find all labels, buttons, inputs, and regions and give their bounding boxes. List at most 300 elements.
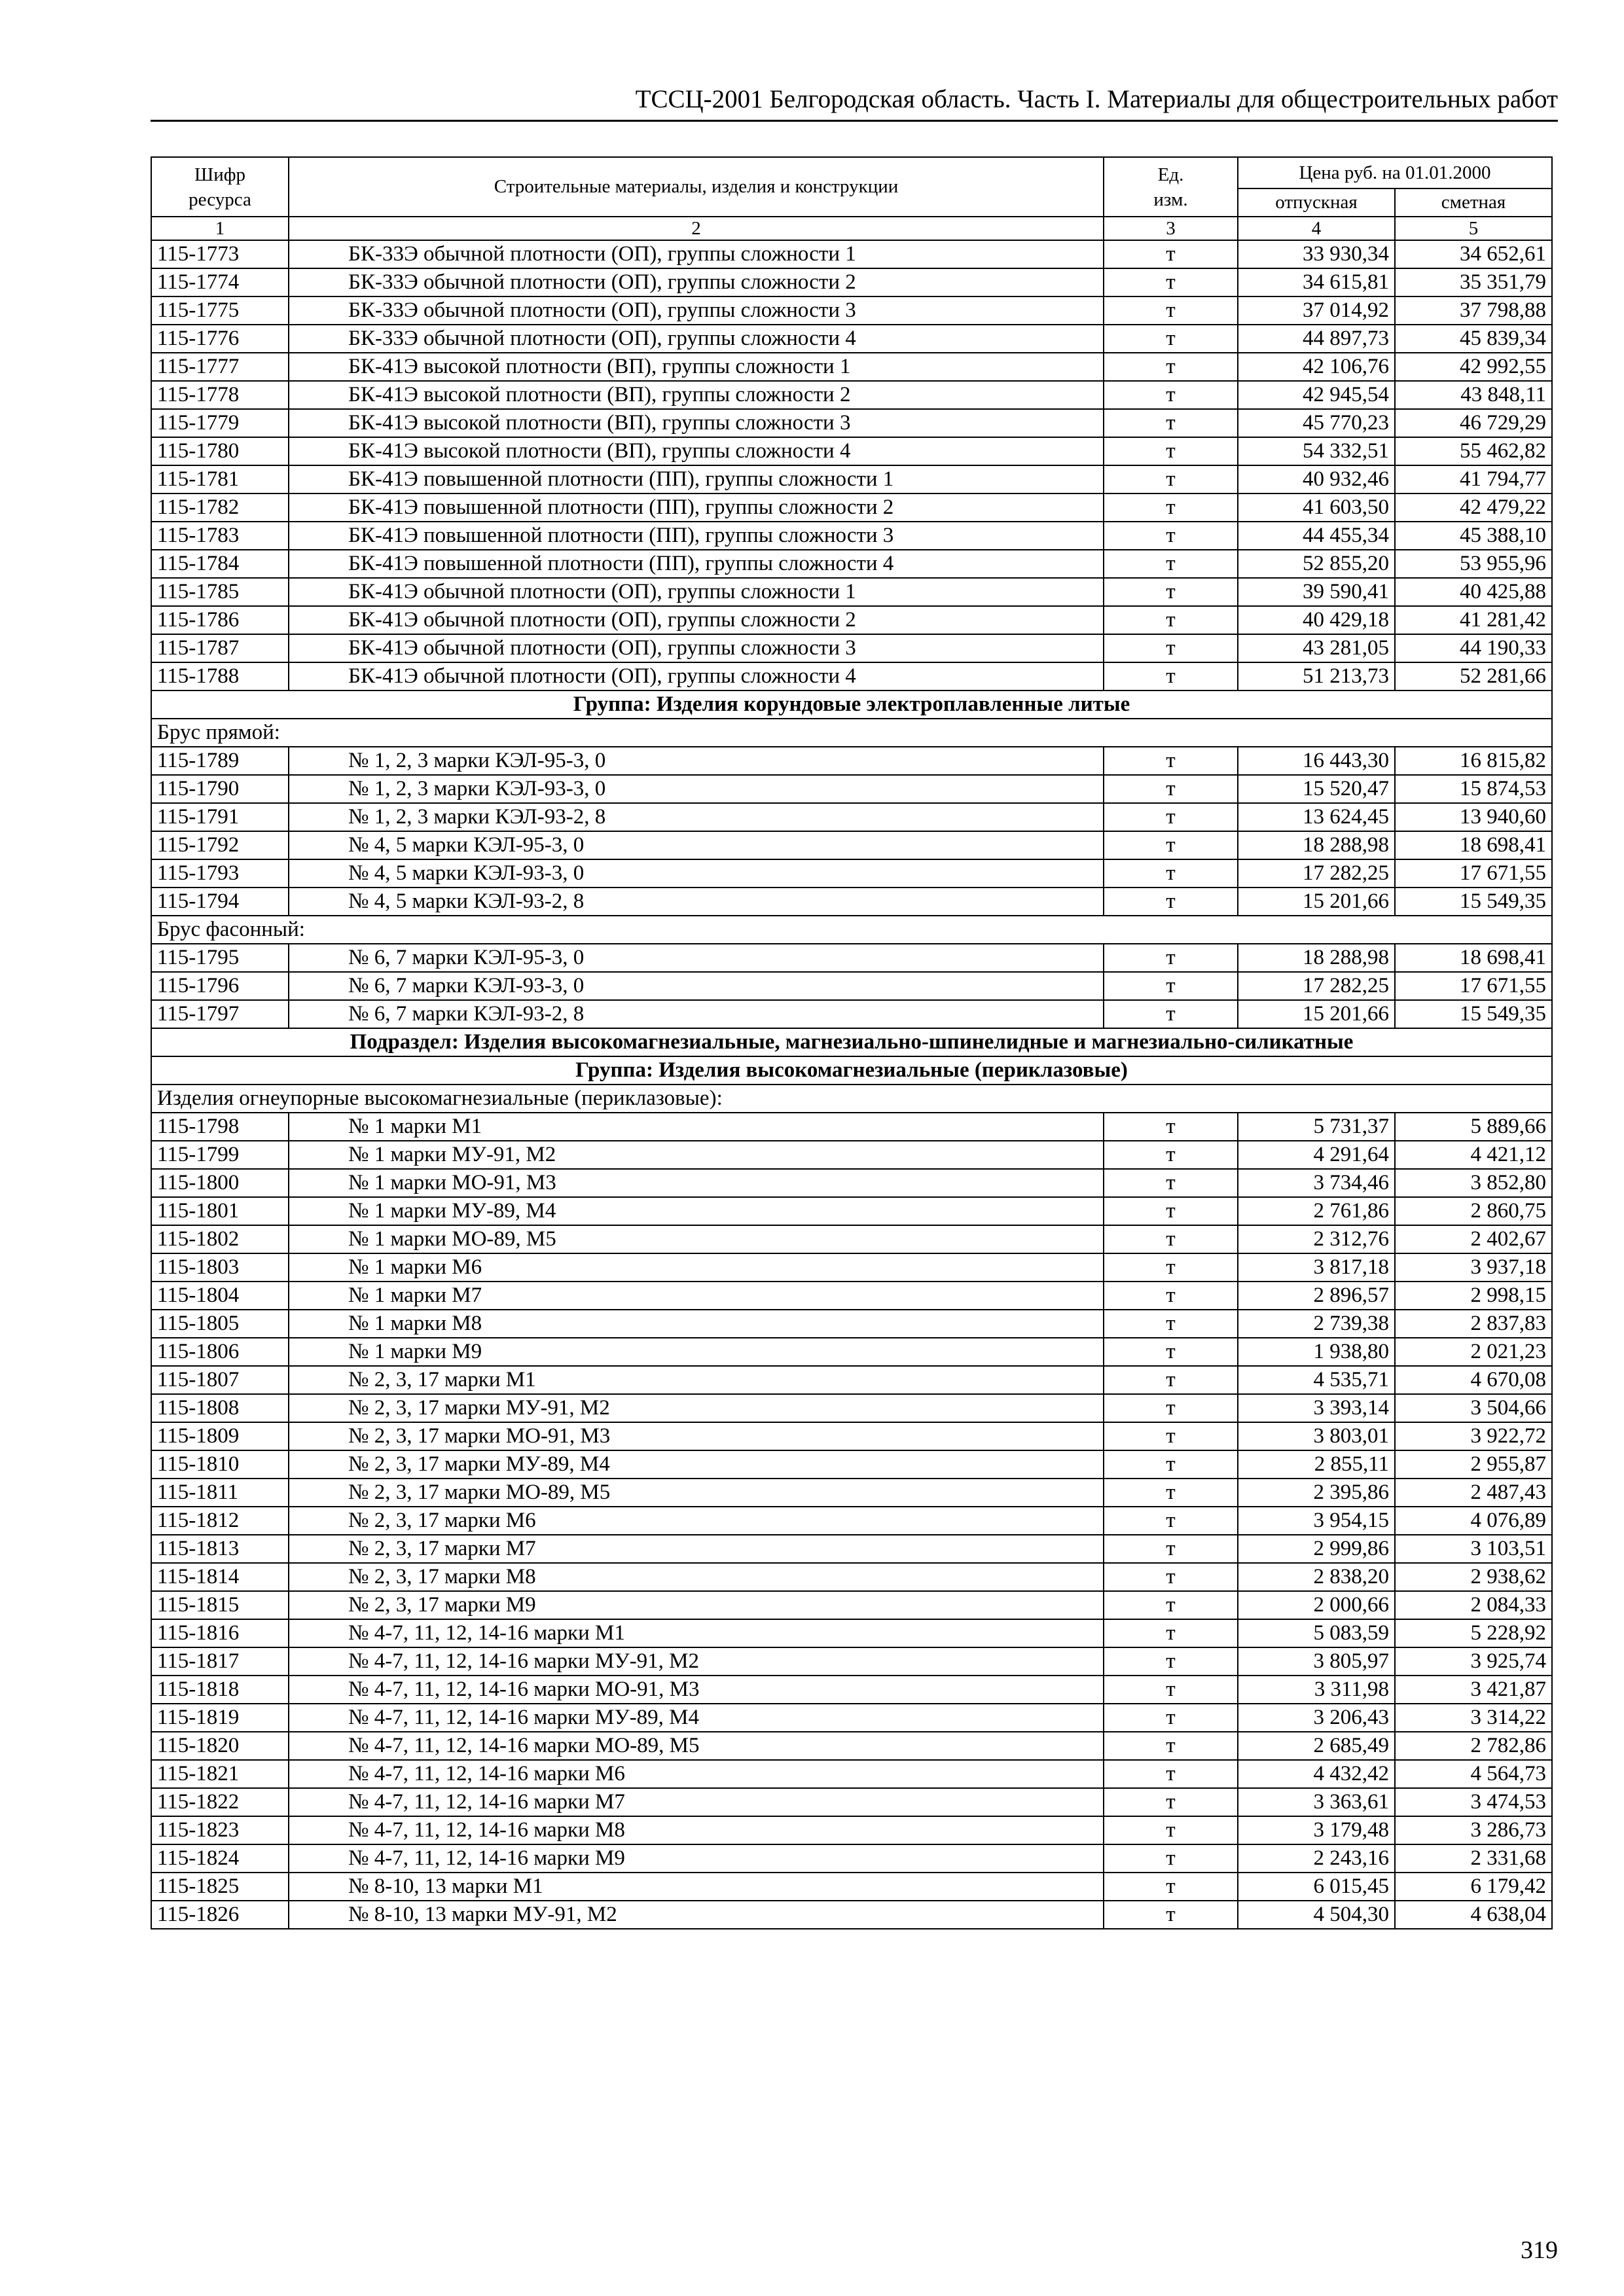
subgroup-heading: Брус прямой:: [151, 719, 1552, 747]
table-row: [151, 1901, 1552, 1929]
resource-code-cell: 115-1802: [151, 1225, 289, 1253]
table-row: [151, 550, 1552, 578]
table-row: [151, 747, 1552, 775]
unit-cell: т: [1104, 1647, 1238, 1676]
material-name-cell: № 4, 5 марки КЭЛ-95-3, 0: [289, 831, 1104, 859]
table-row: [151, 578, 1552, 606]
resource-code-cell: 115-1792: [151, 831, 289, 859]
estimate-price-cell: 52 281,66: [1395, 662, 1552, 691]
col-header-code: Шифр ресурса: [151, 157, 289, 217]
estimate-price-cell: 3 314,22: [1395, 1704, 1552, 1732]
table-row: [151, 493, 1552, 522]
unit-cell: т: [1104, 1282, 1238, 1310]
material-name-cell: № 2, 3, 17 марки М1: [289, 1366, 1104, 1394]
unit-cell: т: [1104, 1844, 1238, 1873]
resource-code-cell: 115-1803: [151, 1253, 289, 1282]
table-row: [151, 1394, 1552, 1422]
release-price-cell: 17 282,25: [1238, 859, 1395, 888]
table-row: [151, 1366, 1552, 1394]
release-price-cell: 54 332,51: [1238, 437, 1395, 465]
estimate-price-cell: 18 698,41: [1395, 831, 1552, 859]
col-number: 1: [151, 217, 289, 240]
release-price-cell: 40 429,18: [1238, 606, 1395, 634]
release-price-cell: 13 624,45: [1238, 803, 1395, 831]
unit-cell: т: [1104, 1676, 1238, 1704]
table-row: [151, 944, 1552, 972]
material-name-cell: № 1, 2, 3 марки КЭЛ-95-3, 0: [289, 747, 1104, 775]
table-row: [151, 325, 1552, 353]
resource-code-cell: 115-1782: [151, 493, 289, 522]
resource-code-cell: 115-1777: [151, 353, 289, 381]
release-price-cell: 3 179,48: [1238, 1816, 1395, 1844]
table-body: [151, 240, 1552, 1929]
material-name-cell: № 1, 2, 3 марки КЭЛ-93-3, 0: [289, 775, 1104, 803]
resource-code-cell: 115-1801: [151, 1197, 289, 1225]
unit-cell: т: [1104, 1169, 1238, 1197]
unit-cell: т: [1104, 240, 1238, 268]
unit-cell: т: [1104, 1253, 1238, 1282]
unit-cell: т: [1104, 1873, 1238, 1901]
material-name-cell: БК-41Э повышенной плотности (ПП), группы сложности 4: [289, 550, 1104, 578]
table-row: [151, 606, 1552, 634]
material-name-cell: № 4-7, 11, 12, 14-16 марки МУ-91, М2: [289, 1647, 1104, 1676]
resource-code-cell: 115-1814: [151, 1563, 289, 1591]
material-name-cell: БК-41Э обычной плотности (ОП), группы сложности 4: [289, 662, 1104, 691]
unit-cell: т: [1104, 1225, 1238, 1253]
subgroup-heading-row: [151, 916, 1552, 944]
material-name-cell: № 1 марки М9: [289, 1338, 1104, 1366]
resource-code-cell: 115-1822: [151, 1788, 289, 1816]
release-price-cell: 3 954,15: [1238, 1507, 1395, 1535]
unit-cell: т: [1104, 1113, 1238, 1141]
resource-code-cell: 115-1781: [151, 465, 289, 493]
resource-code-cell: 115-1820: [151, 1732, 289, 1760]
table-row: [151, 1422, 1552, 1450]
group-heading-row: [151, 1056, 1552, 1085]
release-price-cell: 3 206,43: [1238, 1704, 1395, 1732]
table-row: [151, 972, 1552, 1000]
table-row: [151, 1479, 1552, 1507]
material-name-cell: № 8-10, 13 марки МУ-91, М2: [289, 1901, 1104, 1929]
table-row: [151, 1844, 1552, 1873]
table-row: [151, 1647, 1552, 1676]
table-row: [151, 662, 1552, 691]
material-name-cell: БК-41Э повышенной плотности (ПП), группы сложности 1: [289, 465, 1104, 493]
material-name-cell: № 2, 3, 17 марки МУ-89, М4: [289, 1450, 1104, 1479]
estimate-price-cell: 45 839,34: [1395, 325, 1552, 353]
estimate-price-cell: 2 331,68: [1395, 1844, 1552, 1873]
table-row: [151, 1788, 1552, 1816]
material-name-cell: № 2, 3, 17 марки МУ-91, М2: [289, 1394, 1104, 1422]
material-name-cell: БК-41Э высокой плотности (ВП), группы сложности 4: [289, 437, 1104, 465]
estimate-price-cell: 2 084,33: [1395, 1591, 1552, 1619]
resource-code-cell: 115-1790: [151, 775, 289, 803]
material-name-cell: БК-33Э обычной плотности (ОП), группы сложности 1: [289, 240, 1104, 268]
estimate-price-cell: 3 504,66: [1395, 1394, 1552, 1422]
unit-cell: т: [1104, 775, 1238, 803]
estimate-price-cell: 13 940,60: [1395, 803, 1552, 831]
estimate-price-cell: 46 729,29: [1395, 409, 1552, 437]
table-row: [151, 1000, 1552, 1028]
table-row: [151, 296, 1552, 325]
resource-code-cell: 115-1816: [151, 1619, 289, 1647]
release-price-cell: 2 000,66: [1238, 1591, 1395, 1619]
group-heading: Группа: Изделия корундовые электроплавленные литые: [151, 691, 1552, 719]
table-row: [151, 1310, 1552, 1338]
estimate-price-cell: 3 421,87: [1395, 1676, 1552, 1704]
table-row: [151, 1704, 1552, 1732]
estimate-price-cell: 3 103,51: [1395, 1535, 1552, 1563]
unit-cell: т: [1104, 268, 1238, 296]
estimate-price-cell: 16 815,82: [1395, 747, 1552, 775]
estimate-price-cell: 3 925,74: [1395, 1647, 1552, 1676]
table-row: [151, 353, 1552, 381]
resource-code-cell: 115-1819: [151, 1704, 289, 1732]
release-price-cell: 5 083,59: [1238, 1619, 1395, 1647]
estimate-price-cell: 15 549,35: [1395, 1000, 1552, 1028]
estimate-price-cell: 43 848,11: [1395, 381, 1552, 409]
release-price-cell: 4 432,42: [1238, 1760, 1395, 1788]
resource-code-cell: 115-1817: [151, 1647, 289, 1676]
resource-code-cell: 115-1825: [151, 1873, 289, 1901]
release-price-cell: 4 504,30: [1238, 1901, 1395, 1929]
release-price-cell: 16 443,30: [1238, 747, 1395, 775]
estimate-price-cell: 5 889,66: [1395, 1113, 1552, 1141]
material-name-cell: № 2, 3, 17 марки М8: [289, 1563, 1104, 1591]
release-price-cell: 6 015,45: [1238, 1873, 1395, 1901]
page-number: 319: [1521, 2236, 1558, 2264]
unit-cell: т: [1104, 465, 1238, 493]
material-name-cell: № 6, 7 марки КЭЛ-93-3, 0: [289, 972, 1104, 1000]
resource-code-cell: 115-1784: [151, 550, 289, 578]
table-row: [151, 1535, 1552, 1563]
material-name-cell: № 1 марки М8: [289, 1310, 1104, 1338]
material-name-cell: № 1 марки М7: [289, 1282, 1104, 1310]
unit-cell: т: [1104, 437, 1238, 465]
release-price-cell: 42 945,54: [1238, 381, 1395, 409]
release-price-cell: 43 281,05: [1238, 634, 1395, 662]
unit-cell: т: [1104, 606, 1238, 634]
unit-cell: т: [1104, 944, 1238, 972]
material-name-cell: № 8-10, 13 марки М1: [289, 1873, 1104, 1901]
unit-cell: т: [1104, 1197, 1238, 1225]
subsection-heading-row: [151, 1028, 1552, 1056]
material-name-cell: № 1 марки МУ-89, М4: [289, 1197, 1104, 1225]
material-name-cell: № 2, 3, 17 марки М9: [289, 1591, 1104, 1619]
resource-code-cell: 115-1776: [151, 325, 289, 353]
table-row: [151, 268, 1552, 296]
resource-code-cell: 115-1809: [151, 1422, 289, 1450]
release-price-cell: 2 855,11: [1238, 1450, 1395, 1479]
unit-cell: т: [1104, 1141, 1238, 1169]
release-price-cell: 15 201,66: [1238, 1000, 1395, 1028]
resource-code-cell: 115-1804: [151, 1282, 289, 1310]
release-price-cell: 3 803,01: [1238, 1422, 1395, 1450]
estimate-price-cell: 55 462,82: [1395, 437, 1552, 465]
estimate-price-cell: 41 794,77: [1395, 465, 1552, 493]
col-number: 5: [1395, 217, 1552, 240]
resource-code-cell: 115-1826: [151, 1901, 289, 1929]
resource-code-cell: 115-1808: [151, 1394, 289, 1422]
table-row: [151, 1169, 1552, 1197]
release-price-cell: 3 363,61: [1238, 1788, 1395, 1816]
estimate-price-cell: 2 782,86: [1395, 1732, 1552, 1760]
estimate-price-cell: 2 487,43: [1395, 1479, 1552, 1507]
release-price-cell: 2 896,57: [1238, 1282, 1395, 1310]
subgroup-heading-row: [151, 719, 1552, 747]
resource-code-cell: 115-1783: [151, 522, 289, 550]
page-header-title: ТССЦ-2001 Белгородская область. Часть I. Материалы для общестроительных работ: [635, 85, 1558, 113]
estimate-price-cell: 2 955,87: [1395, 1450, 1552, 1479]
resource-code-cell: 115-1821: [151, 1760, 289, 1788]
release-price-cell: 51 213,73: [1238, 662, 1395, 691]
table-row: [151, 1873, 1552, 1901]
subsection-heading: Подраздел: Изделия высокомагнезиальные, магнезиально-шпинелидные и магнезиально-силикатные: [151, 1028, 1552, 1056]
estimate-price-cell: 4 421,12: [1395, 1141, 1552, 1169]
resource-code-cell: 115-1786: [151, 606, 289, 634]
material-name-cell: № 4, 5 марки КЭЛ-93-3, 0: [289, 859, 1104, 888]
resource-code-cell: 115-1818: [151, 1676, 289, 1704]
material-name-cell: № 1, 2, 3 марки КЭЛ-93-2, 8: [289, 803, 1104, 831]
table-row: [151, 831, 1552, 859]
unit-cell: т: [1104, 1760, 1238, 1788]
resource-code-cell: 115-1806: [151, 1338, 289, 1366]
material-name-cell: БК-33Э обычной плотности (ОП), группы сложности 3: [289, 296, 1104, 325]
unit-cell: т: [1104, 1619, 1238, 1647]
resource-code-cell: 115-1824: [151, 1844, 289, 1873]
release-price-cell: 42 106,76: [1238, 353, 1395, 381]
estimate-price-cell: 4 670,08: [1395, 1366, 1552, 1394]
resource-code-cell: 115-1823: [151, 1816, 289, 1844]
table-row: [151, 1619, 1552, 1647]
release-price-cell: 2 838,20: [1238, 1563, 1395, 1591]
table-row: [151, 381, 1552, 409]
material-name-cell: № 6, 7 марки КЭЛ-95-3, 0: [289, 944, 1104, 972]
material-name-cell: № 2, 3, 17 марки М6: [289, 1507, 1104, 1535]
resource-code-cell: 115-1799: [151, 1141, 289, 1169]
resource-code-cell: 115-1811: [151, 1479, 289, 1507]
estimate-price-cell: 2 860,75: [1395, 1197, 1552, 1225]
resource-code-cell: 115-1774: [151, 268, 289, 296]
release-price-cell: 4 535,71: [1238, 1366, 1395, 1394]
release-price-cell: 3 393,14: [1238, 1394, 1395, 1422]
unit-cell: т: [1104, 634, 1238, 662]
release-price-cell: 40 932,46: [1238, 465, 1395, 493]
table-row: [151, 1591, 1552, 1619]
estimate-price-cell: 17 671,55: [1395, 859, 1552, 888]
unit-cell: т: [1104, 1732, 1238, 1760]
resource-code-cell: 115-1807: [151, 1366, 289, 1394]
unit-cell: т: [1104, 1422, 1238, 1450]
unit-cell: т: [1104, 1816, 1238, 1844]
release-price-cell: 2 739,38: [1238, 1310, 1395, 1338]
estimate-price-cell: 5 228,92: [1395, 1619, 1552, 1647]
unit-cell: т: [1104, 353, 1238, 381]
table-row: [151, 409, 1552, 437]
estimate-price-cell: 53 955,96: [1395, 550, 1552, 578]
estimate-price-cell: 4 638,04: [1395, 1901, 1552, 1929]
resource-code-cell: 115-1794: [151, 888, 289, 916]
estimate-price-cell: 4 564,73: [1395, 1760, 1552, 1788]
estimate-price-cell: 45 388,10: [1395, 522, 1552, 550]
table-row: [151, 465, 1552, 493]
material-name-cell: № 1 марки М1: [289, 1113, 1104, 1141]
table-row: [151, 1816, 1552, 1844]
release-price-cell: 2 395,86: [1238, 1479, 1395, 1507]
release-price-cell: 2 761,86: [1238, 1197, 1395, 1225]
table-row: [151, 522, 1552, 550]
unit-cell: т: [1104, 888, 1238, 916]
table-row: [151, 1760, 1552, 1788]
resource-code-cell: 115-1815: [151, 1591, 289, 1619]
estimate-price-cell: 15 874,53: [1395, 775, 1552, 803]
unit-cell: т: [1104, 578, 1238, 606]
estimate-price-cell: 6 179,42: [1395, 1873, 1552, 1901]
resource-code-cell: 115-1797: [151, 1000, 289, 1028]
col-number: 4: [1238, 217, 1395, 240]
table-row: [151, 634, 1552, 662]
unit-cell: т: [1104, 1507, 1238, 1535]
release-price-cell: 3 734,46: [1238, 1169, 1395, 1197]
unit-cell: т: [1104, 493, 1238, 522]
col-header-estimate-price: сметная: [1395, 188, 1552, 217]
unit-cell: т: [1104, 296, 1238, 325]
unit-cell: т: [1104, 522, 1238, 550]
table-row: [151, 1253, 1552, 1282]
estimate-price-cell: 3 937,18: [1395, 1253, 1552, 1282]
unit-cell: т: [1104, 1563, 1238, 1591]
table-row: [151, 803, 1552, 831]
material-name-cell: № 2, 3, 17 марки М7: [289, 1535, 1104, 1563]
release-price-cell: 3 311,98: [1238, 1676, 1395, 1704]
estimate-price-cell: 42 479,22: [1395, 493, 1552, 522]
release-price-cell: 52 855,20: [1238, 550, 1395, 578]
table-row: [151, 1225, 1552, 1253]
col-header-unit: Ед. изм.: [1104, 157, 1238, 217]
unit-cell: т: [1104, 1366, 1238, 1394]
estimate-price-cell: 40 425,88: [1395, 578, 1552, 606]
table-row: [151, 1113, 1552, 1141]
col-header-release-price: отпускная: [1238, 188, 1395, 217]
material-name-cell: БК-41Э повышенной плотности (ПП), группы сложности 3: [289, 522, 1104, 550]
table-row: [151, 1197, 1552, 1225]
resource-code-cell: 115-1775: [151, 296, 289, 325]
estimate-price-cell: 2 021,23: [1395, 1338, 1552, 1366]
material-name-cell: № 2, 3, 17 марки МО-91, М3: [289, 1422, 1104, 1450]
resource-code-cell: 115-1789: [151, 747, 289, 775]
resource-code-cell: 115-1798: [151, 1113, 289, 1141]
material-name-cell: № 6, 7 марки КЭЛ-93-2, 8: [289, 1000, 1104, 1028]
unit-cell: т: [1104, 550, 1238, 578]
material-name-cell: БК-41Э обычной плотности (ОП), группы сложности 3: [289, 634, 1104, 662]
release-price-cell: 5 731,37: [1238, 1113, 1395, 1141]
estimate-price-cell: 35 351,79: [1395, 268, 1552, 296]
unit-cell: т: [1104, 325, 1238, 353]
release-price-cell: 15 520,47: [1238, 775, 1395, 803]
table-row: [151, 775, 1552, 803]
estimate-price-cell: 37 798,88: [1395, 296, 1552, 325]
unit-cell: т: [1104, 1338, 1238, 1366]
release-price-cell: 15 201,66: [1238, 888, 1395, 916]
material-name-cell: № 4-7, 11, 12, 14-16 марки М6: [289, 1760, 1104, 1788]
material-name-cell: БК-33Э обычной плотности (ОП), группы сложности 2: [289, 268, 1104, 296]
table-row: [151, 240, 1552, 268]
release-price-cell: 33 930,34: [1238, 240, 1395, 268]
resource-code-cell: 115-1805: [151, 1310, 289, 1338]
table-row: [151, 1732, 1552, 1760]
resource-code-cell: 115-1779: [151, 409, 289, 437]
estimate-price-cell: 2 837,83: [1395, 1310, 1552, 1338]
unit-cell: т: [1104, 662, 1238, 691]
subgroup-heading: Брус фасонный:: [151, 916, 1552, 944]
table-row: [151, 1282, 1552, 1310]
release-price-cell: 2 999,86: [1238, 1535, 1395, 1563]
material-name-cell: БК-41Э высокой плотности (ВП), группы сложности 1: [289, 353, 1104, 381]
estimate-price-cell: 3 474,53: [1395, 1788, 1552, 1816]
release-price-cell: 37 014,92: [1238, 296, 1395, 325]
price-table: [151, 156, 1553, 1929]
release-price-cell: 44 897,73: [1238, 325, 1395, 353]
unit-cell: т: [1104, 1394, 1238, 1422]
subgroup-heading: Изделия огнеупорные высокомагнезиальные (периклазовые):: [151, 1085, 1552, 1113]
resource-code-cell: 115-1795: [151, 944, 289, 972]
release-price-cell: 2 243,16: [1238, 1844, 1395, 1873]
resource-code-cell: 115-1810: [151, 1450, 289, 1479]
release-price-cell: 2 312,76: [1238, 1225, 1395, 1253]
table-row: [151, 1450, 1552, 1479]
col-number: 3: [1104, 217, 1238, 240]
estimate-price-cell: 18 698,41: [1395, 944, 1552, 972]
estimate-price-cell: 17 671,55: [1395, 972, 1552, 1000]
group-heading: Группа: Изделия высокомагнезиальные (периклазовые): [151, 1056, 1552, 1085]
table-row: [151, 1141, 1552, 1169]
material-name-cell: БК-41Э высокой плотности (ВП), группы сложности 2: [289, 381, 1104, 409]
unit-cell: т: [1104, 1591, 1238, 1619]
material-name-cell: № 4-7, 11, 12, 14-16 марки МО-91, М3: [289, 1676, 1104, 1704]
material-name-cell: № 1 марки М6: [289, 1253, 1104, 1282]
table-row: [151, 1563, 1552, 1591]
table-row: [151, 1507, 1552, 1535]
unit-cell: т: [1104, 1535, 1238, 1563]
resource-code-cell: 115-1778: [151, 381, 289, 409]
material-name-cell: № 4-7, 11, 12, 14-16 марки МО-89, М5: [289, 1732, 1104, 1760]
unit-cell: т: [1104, 1788, 1238, 1816]
table-row: [151, 1676, 1552, 1704]
material-name-cell: БК-33Э обычной плотности (ОП), группы сложности 4: [289, 325, 1104, 353]
material-name-cell: БК-41Э повышенной плотности (ПП), группы сложности 2: [289, 493, 1104, 522]
estimate-price-cell: 2 938,62: [1395, 1563, 1552, 1591]
table-row: [151, 1338, 1552, 1366]
group-heading-row: [151, 691, 1552, 719]
release-price-cell: 2 685,49: [1238, 1732, 1395, 1760]
release-price-cell: 18 288,98: [1238, 944, 1395, 972]
material-name-cell: БК-41Э высокой плотности (ВП), группы сложности 3: [289, 409, 1104, 437]
resource-code-cell: 115-1793: [151, 859, 289, 888]
material-name-cell: № 1 марки МУ-91, М2: [289, 1141, 1104, 1169]
unit-cell: т: [1104, 859, 1238, 888]
table-row: [151, 437, 1552, 465]
estimate-price-cell: 3 852,80: [1395, 1169, 1552, 1197]
material-name-cell: № 4-7, 11, 12, 14-16 марки М8: [289, 1816, 1104, 1844]
unit-cell: т: [1104, 381, 1238, 409]
release-price-cell: 39 590,41: [1238, 578, 1395, 606]
col-number: 2: [289, 217, 1104, 240]
col-header-price: Цена руб. на 01.01.2000: [1238, 157, 1552, 188]
release-price-cell: 45 770,23: [1238, 409, 1395, 437]
unit-cell: т: [1104, 1901, 1238, 1929]
unit-cell: т: [1104, 1310, 1238, 1338]
unit-cell: т: [1104, 1000, 1238, 1028]
